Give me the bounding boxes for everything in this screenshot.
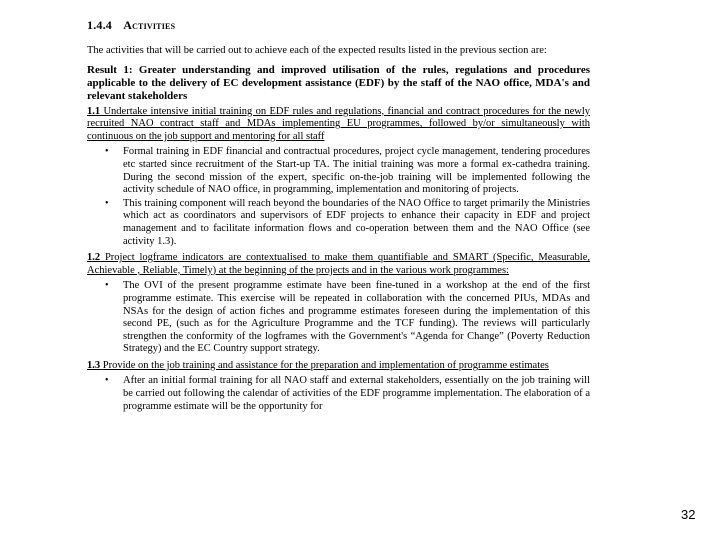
section-title: Activities (123, 18, 176, 32)
list-item (87, 198, 590, 248)
document-page (87, 18, 590, 417)
bullet-icon: • (105, 280, 109, 292)
section-heading (87, 18, 590, 33)
activity-text: Provide on the job training and assistance for the preparation and implementation of programme estimates (102, 359, 549, 371)
list-item (87, 280, 590, 356)
bullet-text: This training component will reach beyond the boundaries of the NAO Office to target primarily the Ministries which act as coordinators and supervisors of EDF projects to enhance their capacity in EDF and project management and to facilitate information flows and co-operation between them and the NAO Office (see activity 1.3). (123, 197, 590, 247)
bullet-icon: • (105, 146, 109, 158)
list-item (87, 375, 590, 413)
activity-1-2-heading (87, 252, 590, 277)
result-1-heading: Result 1: Greater understanding and improved utilisation of the rules, regulations and procedures applicable to the delivery of EC development assistance (EDF) by the staff of the NAO office, MDA's and relevant stakeholders (87, 63, 590, 102)
page-number: 32 (681, 507, 696, 522)
activity-1-1-heading (87, 106, 590, 144)
activity-text: Project logframe indicators are contextualised to make them quantifiable and SMART (Specific, Measurable, Achievable , Reliable, Timely) at the beginning of the projects and in the various work programmes: (87, 252, 591, 276)
activity-number: 1.1 (87, 105, 101, 117)
bullet-icon: • (105, 375, 109, 387)
section-number: 1.4.4 (87, 18, 112, 32)
intro-paragraph: The activities that will be carried out to achieve each of the expected results listed in the previous section are: (87, 45, 547, 56)
activity-number: 1.3 (87, 359, 101, 371)
activity-text: Undertake intensive initial training on EDF rules and regulations, financial and contract procedures for the newly recruited NAO contract staff and MDAs implementing EU programmes, followed by/or simultaneously with continuous on the job support and mentoring for all staff (87, 105, 590, 142)
activity-1-3-heading (87, 360, 590, 373)
bullet-text: After an initial formal training for all NAO staff and external stakeholders, essentially on the job training will be carried out following the calendar of activities of the EDF programme implementation. The elaboration of a programme estimate will be the opportunity for (123, 375, 590, 412)
list-item (87, 146, 590, 196)
bullet-text: Formal training in EDF financial and contractual procedures, project cycle management, tendering procedures etc started since recruitment of the Start-up TA. The initial training was more a formal ex-cathedra training. During the second mission of the expert, specific on-the-job training will be implemented following the activity schedule of NAO office, in programming, implementation and monitoring of projects. (123, 146, 590, 196)
activity-1-1-bullets (87, 146, 590, 248)
bullet-text: The OVI of the present programme estimate have been fine-tuned in a workshop at the end of the first programme estimate. This exercise will be repeated in collaboration with the concerned PIUs, MDAs and NSAs for the design of action fiches and programme estimates foreseen during the implementation of this second PE, (such as for the Agriculture Programme and the TCF funding). The reviews will particularly strengthen the conformity of the logframes with the Government's “Agenda for Change” (Poverty Reduction Strategy) and the EC Country support strategy. (123, 280, 590, 355)
activity-1-2-bullets (87, 280, 590, 356)
bullet-icon: • (105, 197, 109, 209)
activity-1-3-bullets (87, 375, 590, 413)
activity-number: 1.2 (87, 252, 101, 264)
